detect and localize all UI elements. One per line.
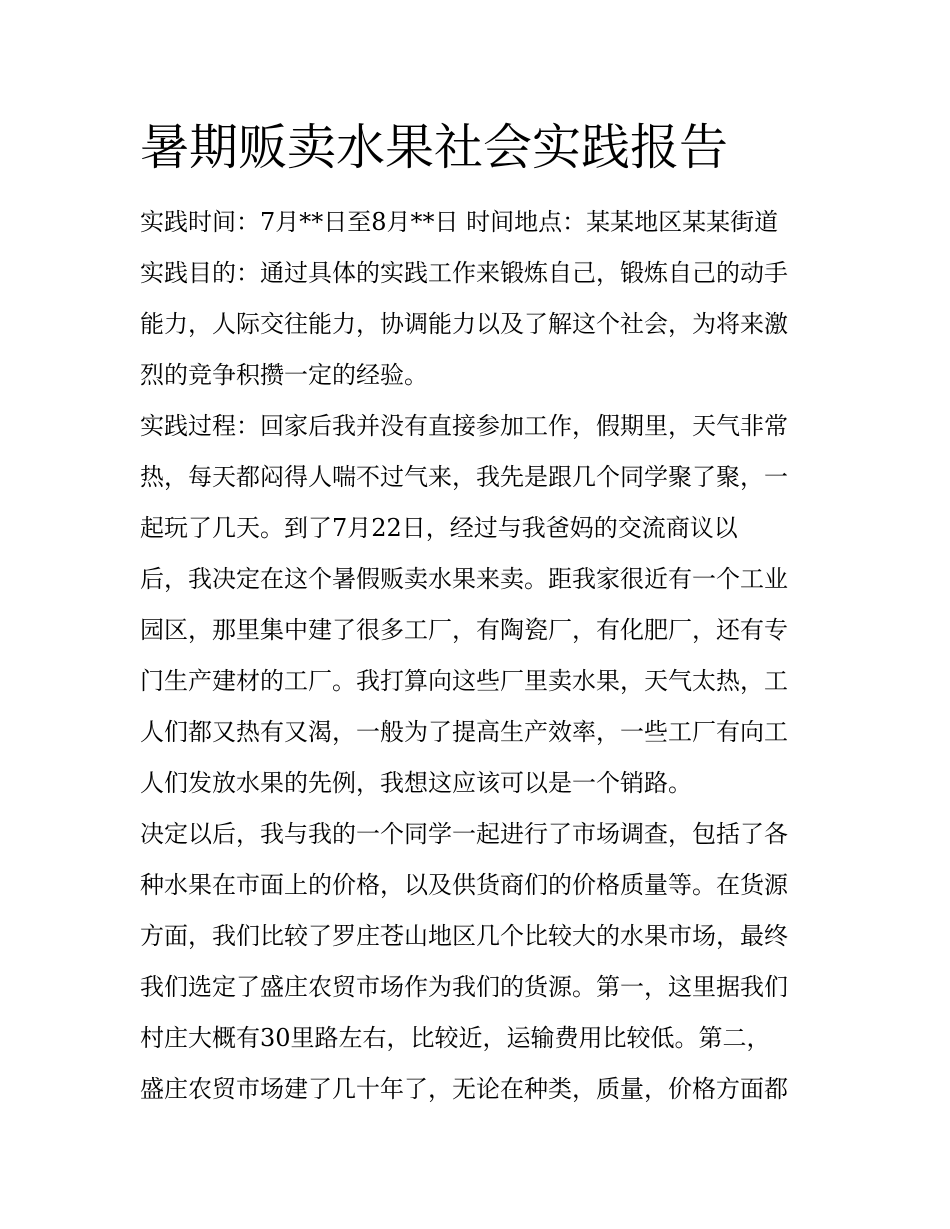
text-line: 人们都又热有又渴，一般为了提高生产效率，一些工厂有向工 bbox=[140, 718, 788, 746]
text-line: 门生产建材的工厂。我打算向这些厂里卖水果，天气太热，工 bbox=[140, 667, 788, 695]
text-line: 能力，人际交往能力，协调能力以及了解这个社会，为将来激 bbox=[140, 310, 788, 338]
text-line: 实践过程：回家后我并没有直接参加工作，假期里，天气非常 bbox=[140, 412, 788, 440]
document-title: 暑期贩卖水果社会实践报告 bbox=[140, 119, 729, 176]
text-line: 方面，我们比较了罗庄苍山地区几个比较大的水果市场，最终 bbox=[140, 922, 788, 950]
text-line: 园区，那里集中建了很多工厂，有陶瓷厂，有化肥厂，还有专 bbox=[140, 616, 788, 644]
text-line: 村庄大概有30里路左右，比较近，运输费用比较低。第二， bbox=[140, 1024, 771, 1052]
text-line: 后，我决定在这个暑假贩卖水果来卖。距我家很近有一个工业 bbox=[140, 565, 788, 593]
text-line: 实践目的：通过具体的实践工作来锻炼自己，锻炼自己的动手 bbox=[140, 259, 788, 287]
text-line: 起玩了几天。到了7月22日，经过与我爸妈的交流商议以 bbox=[140, 514, 738, 542]
text-line: 我们选定了盛庄农贸市场作为我们的货源。第一，这里据我们 bbox=[140, 973, 788, 1001]
text-line: 人们发放水果的先例，我想这应该可以是一个销路。 bbox=[140, 769, 692, 797]
text-line: 热，每天都闷得人喘不过气来，我先是跟几个同学聚了聚，一 bbox=[140, 463, 788, 491]
text-line: 决定以后，我与我的一个同学一起进行了市场调查，包括了各 bbox=[140, 820, 788, 848]
text-line: 盛庄农贸市场建了几十年了，无论在种类，质量，价格方面都 bbox=[140, 1075, 788, 1103]
text-line: 种水果在市面上的价格，以及供货商们的价格质量等。在货源 bbox=[140, 871, 788, 899]
text-line: 烈的竞争积攒一定的经验。 bbox=[140, 361, 428, 389]
text-line-practice-time: 实践时间：7月**日至8月**日 时间地点：某某地区某某街道 bbox=[140, 208, 779, 236]
